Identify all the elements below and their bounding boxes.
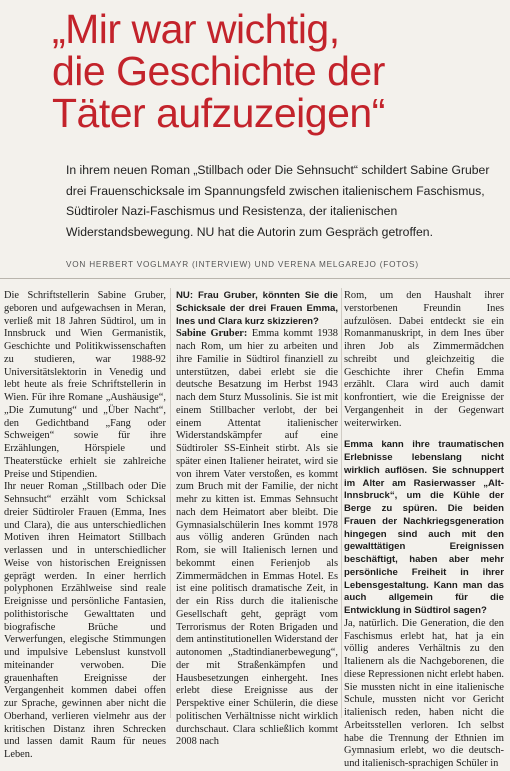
headline-line-2: die Geschichte der (52, 48, 385, 94)
intro-paragraph: Die Schriftstellerin Sabine Gruber, geboren und aufgewachsen in Meran, verließ mit 18 Jahren Südtirol, um in Innsbruck und Wien Germanistik, Geschichte und Politikwissenschaften zu studieren, war 1988-92 Universitätslektorin in Venedig und lebt heute als freie Schriftstellerin in Wien. Für ihre Romane „Aushäusige“, „Die Zumutung“ und „Über Nacht“, den Gedichtband „Fang oder Schweigen“ sowie für ihre Erzählungen, Hörspiele und Theaterstücke erhielt sie zahlreiche Preise und Stipendien. (4, 290, 166, 480)
answer-1-text: Emma kommt 1938 nach Rom, um hier zu arbeiten und ihre Familie in Südtirol finanziell zu unterstützen, dabei erlebt sie die deutsche Besatzung im Herbst 1943 nach dem Sturz Mussolinis. Sie ist mit einem Stillbacher verlobt, der bei einem Attentat italienischer Widerstandskämpfer auf eine Südtiroler SS-Einheit stirbt. Als sie später einen Italiener heiratet, wird sie von ihrem Vater verstoßen, es kommt zum Bruch mit der Familie, der nicht mehr zu kitten ist. Emmas Sehnsucht nach dem Heimatort aber bleibt. Die Gymnasialschülerin Ines kommt 1978 aus völlig anderen Gründen nach Rom, sie will Italienisch lernen und bekommt einen Ferienjob als Zimmermädchen in Emmas Hotel. Es ist eine politisch dramatische Zeit, in der ein Riss durch die italienische Gesellschaft geht, geprägt vom Terrorismus der Roten Brigaden und dem antinstitutionellen Widerstand der autonomen „Stadtindianerbewegung“, der mit Straßenkämpfen und Hausbesetzungen einhergeht. Ines erlebt diese Ereignisse aus der Perspektive einer Schülerin, die diese politischen Verhältnisse nicht wirklich durchschaut. Clara schließlich kommt 2008 nach (176, 328, 338, 748)
section-divider (0, 278, 510, 279)
answer-1-continued: Rom, um den Haushalt ihrer verstorbenen Freundin Ines aufzulösen. Dabei entdeckt sie ein Romanmanuskript, in dem Ines über ihren Job als Zimmermädchen schreibt und gleichzeitig die Geschichte ihrer Chefin Emma erzählt. Clara wird auch damit konfrontiert, wie die Ereignisse der Vergangenheit in der Gegenwart weiterwirken. (344, 290, 504, 429)
speaker-label: Sabine Gruber: (176, 328, 248, 340)
article-lead: In ihrem neuen Roman „Stillbach oder Die Sehnsucht“ schildert Sabine Gruber drei Frauenschicksale im Spannungsfeld zwischen italienischem Faschismus, Südtiroler Nazi-Faschismus und Resistenza, der italienischen Widerstandsbewegung. NU hat die Autorin zum Gespräch getroffen. (66, 163, 490, 239)
column-1 (4, 290, 166, 762)
interview-answer-2: Ja, natürlich. Die Generation, die den Faschismus erlebt hat, hat ja ein völlig anderes Verhältnis zu den Italienern als die Nachgeborenen, die diese Repressionen nicht erlebt haben. Sie mussten nicht in eine italienische Schule, mussten nicht vor Gericht italienisch reden, haben nicht die Arbeitsstellen verloren. Ich selbst habe die Trennung der Ethnien im Gymnasium erlebt, wo die deutsch- und italienisch-sprachigen Schüler in (344, 617, 504, 769)
interview-question-1: NU: Frau Gruber, könnten Sie die Schicksale der drei Frauen Emma, Ines und Clara kurz skizzieren? (176, 290, 338, 327)
interview-answer-1 (176, 328, 338, 749)
headline-line-3: Täter aufzuzeigen“ (52, 90, 385, 136)
interview-question-2: Emma kann ihre traumatischen Erlebnisse lebenslang nicht wirklich auflösen. Sie schnuppert im Alter am Rasierwasser „Alt-Innsbruck“, um die Kühle der Berge zu spüren. Die beiden Frauen der Nachkriegsgeneration hingegen sind auch mit den gewalttätigen Ereignissen beschäftigt, haben aber mehr persönliche Freiheit in ihrer Lebensgestaltung. Kann man das auch allgemein für die Entwicklung in Südtirol sagen? (344, 439, 504, 616)
author-credit: VON HERBERT VOGLMAYR (INTERVIEW) UND VERENA MELGAREJO (FOTOS) (66, 260, 419, 269)
column-divider-1 (170, 288, 171, 718)
column-divider-2 (341, 288, 342, 718)
article-headline (52, 8, 492, 134)
column-2 (176, 290, 338, 749)
headline-line-1: „Mir war wichtig, (52, 6, 340, 52)
column-3 (344, 290, 504, 771)
novel-summary-paragraph: Ihr neuer Roman „Stillbach oder Die Sehnsucht“ erzählt vom Schicksal dreier Südtiroler Frauen (Emma, Ines und Clara), die aus unterschiedlichen Motiven ihren Heimatort Stillbach verlassen und in unterschiedlicher Weise von historischen Ereignissen geprägt werden. In einer herrlich polyphonen Erzählweise sind reale Ereignisse und persönliche Fantasien, polithistorische Gewalttaten und biografische Brüche und Verwerfungen, elegische Stimmungen und impulsive Lebenslust kunstvoll miteinander verwoben. Die grauenhaften Ereignisse der Vergangenheit kommen dabei offen zur Sprache, gewinnen aber nicht die Oberhand, verlieren vielmehr aus der kritischen Distanz ihren Schrecken und lassen damit Raum für neues Leben. (4, 481, 166, 760)
